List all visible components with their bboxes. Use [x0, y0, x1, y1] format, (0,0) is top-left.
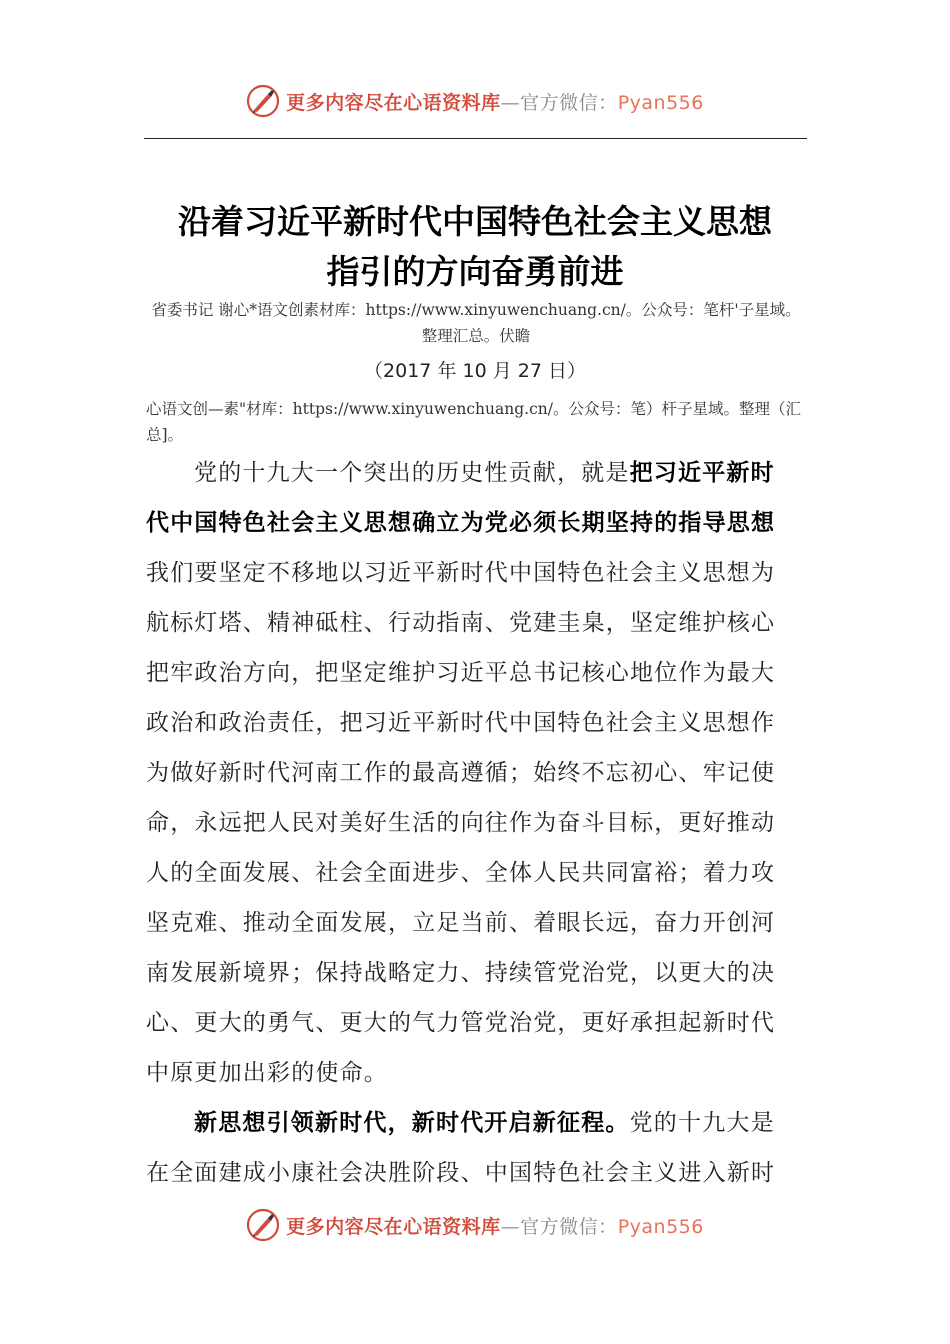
banner-wechat-id: Pyan556: [617, 91, 704, 114]
banner-wechat-id: Pyan556: [617, 1215, 704, 1238]
body-bold-text: 把习近平新时: [629, 460, 775, 486]
pen-logo-icon: [246, 1208, 280, 1242]
body-line: 为做好新时代河南工作的最高遵循；始终不忘初心、牢记使: [146, 760, 776, 786]
body-line: 航标灯塔、精神砥柱、行动指南、党建圭臬，坚定维护核心: [146, 610, 776, 636]
banner-text: [286, 88, 704, 115]
banner-dash: —: [500, 91, 521, 114]
body-text: 党的十九大一个突出的历史性贡献，就是: [194, 460, 630, 486]
body-line: 人的全面发展、社会全面进步、全体人民共同富裕；着力攻: [146, 860, 776, 886]
banner-brand: 更多内容尽在心语资料库: [286, 1215, 501, 1238]
pen-logo-icon: [246, 84, 280, 118]
header-banner: [0, 84, 950, 118]
body-bold-text: 代中国特色社会主义思想确立为党必须长期坚持的指导思想: [146, 510, 776, 536]
body-line: [146, 498, 808, 548]
body-line: 命，永远把人民对美好生活的向往作为奋斗目标，更好推动: [146, 810, 776, 836]
document-body: [146, 448, 808, 1198]
body-line: 南发展新境界；保持战略定力、持续管党治党，以更大的决: [146, 960, 776, 986]
banner-dash: —: [500, 1215, 521, 1238]
banner-text: [286, 1212, 704, 1239]
body-line: [146, 448, 808, 498]
source-note: 心语文创—素"材库：https://www.xinyuwenchuang.cn/。公众号：笔）杆子星域。整理（汇总]。: [146, 400, 801, 444]
document-title-line-2: 指引的方向奋勇前进: [326, 252, 624, 291]
body-line: 我们要坚定不移地以习近平新时代中国特色社会主义思想为: [146, 560, 776, 586]
body-line: 把牢政治方向，把坚定维护习近平总书记核心地位作为最大: [146, 660, 776, 686]
author-byline: 省委书记 谢心*语文创素材库：https://www.xinyuwenchuang.cn/。公众号：笔杆'子星域。整理汇总。伏瞻: [151, 301, 801, 345]
footer-banner: [0, 1208, 950, 1242]
body-line: 心、更大的勇气、更大的气力管党治党，更好承担起新时代: [146, 1010, 776, 1036]
banner-brand: 更多内容尽在心语资料库: [286, 91, 501, 114]
document-title-line-1: 沿着习近平新时代中国特色社会主义思想: [178, 202, 772, 241]
body-text: 党的十九大是: [629, 1110, 775, 1136]
body-line: 坚克难、推动全面发展，立足当前、着眼长远，奋力开创河: [146, 910, 776, 936]
banner-wechat-label: 官方微信：: [520, 1215, 618, 1238]
body-line: 中原更加出彩的使命。: [146, 1060, 388, 1086]
body-line: 政治和政治责任，把习近平新时代中国特色社会主义思想作: [146, 710, 776, 736]
body-line: [146, 1098, 808, 1148]
document-date: （2017 年 10 月 27 日）: [364, 360, 586, 382]
header-divider: [144, 138, 807, 139]
body-bold-text: 新思想引领新时代，新时代开启新征程。: [194, 1110, 630, 1136]
banner-wechat-label: 官方微信：: [520, 91, 618, 114]
body-line: 在全面建成小康社会决胜阶段、中国特色社会主义进入新时: [146, 1160, 776, 1186]
